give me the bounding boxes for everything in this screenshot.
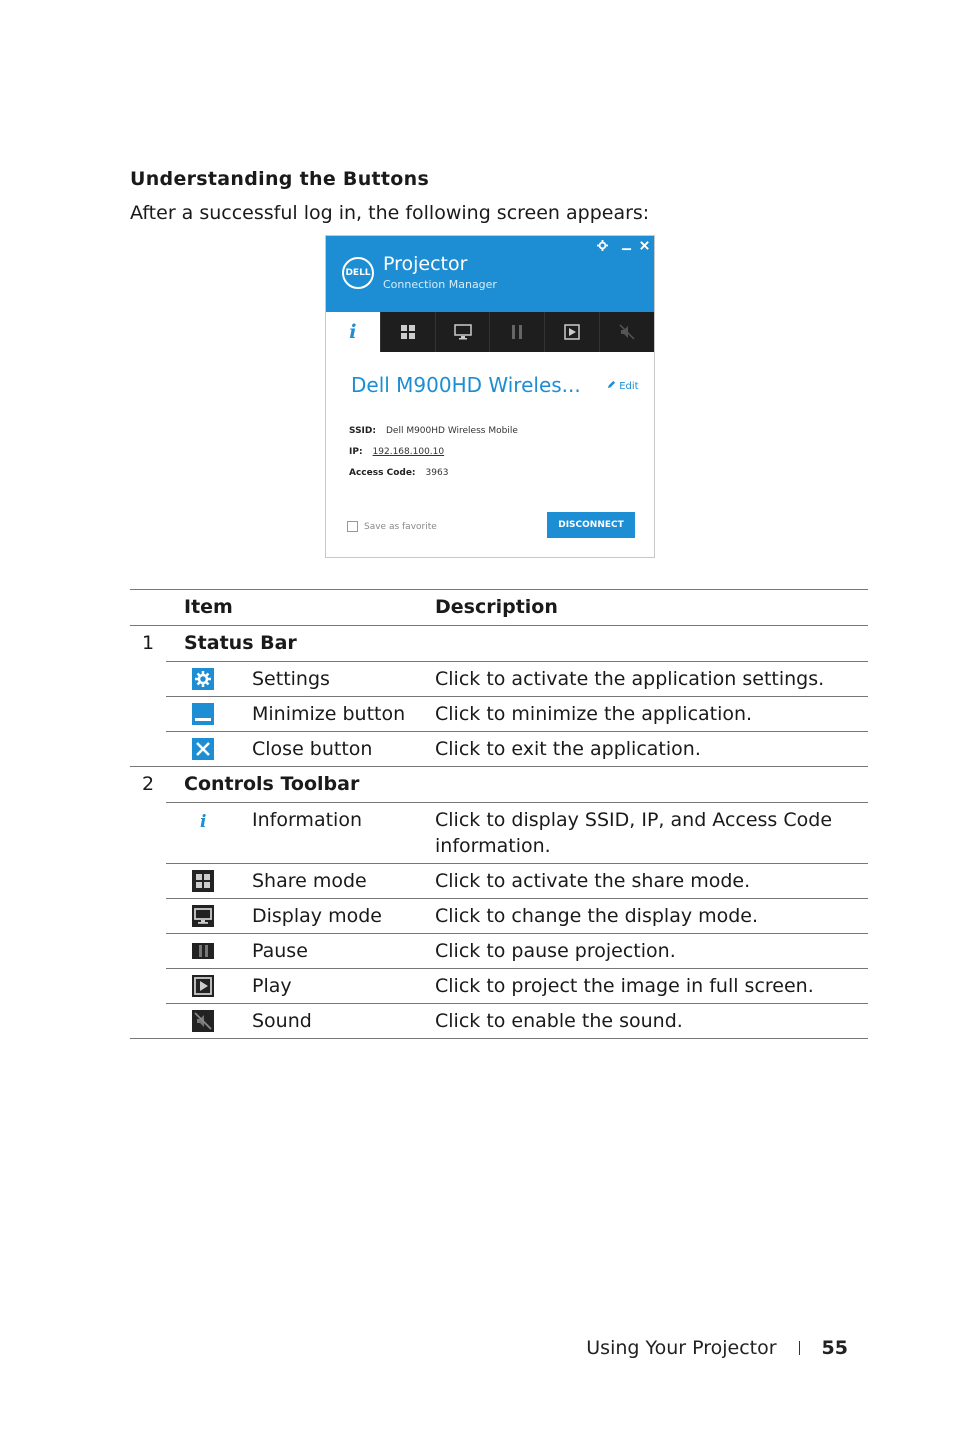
- edit-label: Edit: [619, 381, 639, 392]
- row-name: Settings: [252, 662, 435, 697]
- row-description: Click to exit the application.: [435, 732, 868, 767]
- play-icon: [564, 324, 580, 340]
- row-name: Play: [252, 969, 435, 1004]
- sound-tab[interactable]: [599, 312, 654, 352]
- ip-label: IP:: [349, 447, 363, 457]
- row-description: Click to activate the application settings.: [435, 662, 868, 697]
- row-name: Minimize button: [252, 697, 435, 732]
- share-mode-tab[interactable]: [380, 312, 435, 352]
- row-name: Sound: [252, 1004, 435, 1039]
- section-row: [130, 767, 868, 803]
- row-name: Pause: [252, 934, 435, 969]
- share-mode-icon: [192, 870, 214, 892]
- ssid-line: [349, 426, 518, 436]
- table-row: [130, 803, 868, 864]
- footer-divider: [799, 1341, 800, 1355]
- edit-link[interactable]: [607, 380, 639, 392]
- dell-logo: DELL: [342, 257, 374, 289]
- row-name: Share mode: [252, 864, 435, 899]
- row-description: Click to display SSID, IP, and Access Code information.: [435, 803, 868, 864]
- section-title: Status Bar: [166, 626, 868, 662]
- table-header: [130, 590, 868, 626]
- ssid-value: Dell M900HD Wireless Mobile: [385, 426, 518, 436]
- display-mode-icon: [454, 324, 472, 340]
- pause-tab[interactable]: [489, 312, 544, 352]
- section-title: Controls Toolbar: [166, 767, 868, 803]
- display-mode-icon: [192, 905, 214, 927]
- page-footer: [586, 1337, 848, 1359]
- display-mode-tab[interactable]: [435, 312, 490, 352]
- row-description: Click to change the display mode.: [435, 899, 868, 934]
- row-description: Click to enable the sound.: [435, 1004, 868, 1039]
- buttons-table: [130, 589, 868, 1039]
- sound-icon: [619, 324, 635, 340]
- access-code-label: Access Code:: [349, 468, 416, 478]
- app-title: Projector: [383, 253, 468, 275]
- gear-icon[interactable]: [595, 240, 609, 254]
- disconnect-button[interactable]: DISCONNECT: [547, 512, 635, 538]
- row-description: Click to activate the share mode.: [435, 864, 868, 899]
- row-name: Display mode: [252, 899, 435, 934]
- row-name: Information: [252, 803, 435, 864]
- table-row: [130, 1004, 868, 1039]
- ip-line: [349, 447, 444, 457]
- app-subtitle: Connection Manager: [383, 278, 497, 291]
- save-favorite-label: Save as favorite: [364, 521, 437, 532]
- section-number: 1: [130, 626, 166, 767]
- info-icon: [192, 809, 214, 831]
- device-name: Dell M900HD Wireles...: [351, 373, 581, 397]
- minimize-icon: [192, 703, 214, 725]
- row-description: Click to pause projection.: [435, 934, 868, 969]
- table-row: [130, 662, 868, 697]
- pause-icon: [510, 324, 524, 340]
- section-row: [130, 626, 868, 662]
- ssid-label: SSID:: [349, 426, 376, 436]
- play-icon: [192, 975, 214, 997]
- section-heading: Understanding the Buttons: [130, 168, 430, 190]
- close-icon: [192, 738, 214, 760]
- share-mode-icon: [400, 324, 416, 340]
- section-number: 2: [130, 767, 166, 1039]
- table-row: [130, 934, 868, 969]
- page-number: 55: [821, 1337, 848, 1359]
- table-row: [130, 969, 868, 1004]
- table-row: [130, 899, 868, 934]
- col-description-header: Description: [435, 590, 868, 626]
- table-row: [130, 732, 868, 767]
- close-icon[interactable]: [637, 240, 651, 254]
- table-row: [130, 864, 868, 899]
- checkbox-box: [347, 521, 358, 532]
- sound-icon: [192, 1010, 214, 1032]
- col-item-header: Item: [166, 590, 435, 626]
- pause-icon: [192, 940, 214, 962]
- row-description: Click to minimize the application.: [435, 697, 868, 732]
- table-row: [130, 697, 868, 732]
- row-name: Close button: [252, 732, 435, 767]
- svg-text:i: i: [200, 812, 207, 831]
- pencil-icon: [607, 380, 616, 389]
- play-tab[interactable]: [544, 312, 599, 352]
- footer-section-title: Using Your Projector: [586, 1337, 777, 1359]
- access-code-value: 3963: [425, 468, 449, 478]
- row-description: Click to project the image in full screen.: [435, 969, 868, 1004]
- app-header: [326, 236, 654, 312]
- minimize-icon[interactable]: [619, 240, 633, 254]
- controls-toolbar: [326, 312, 654, 352]
- info-icon: i: [349, 321, 357, 343]
- app-screenshot: [325, 235, 655, 558]
- intro-text: After a successful log in, the following screen appears:: [130, 202, 650, 224]
- access-code-line: [349, 468, 448, 478]
- info-tab[interactable]: [326, 312, 380, 352]
- save-favorite-checkbox[interactable]: [347, 521, 437, 532]
- ip-value: 192.168.100.10: [372, 447, 445, 457]
- settings-icon: [192, 668, 214, 690]
